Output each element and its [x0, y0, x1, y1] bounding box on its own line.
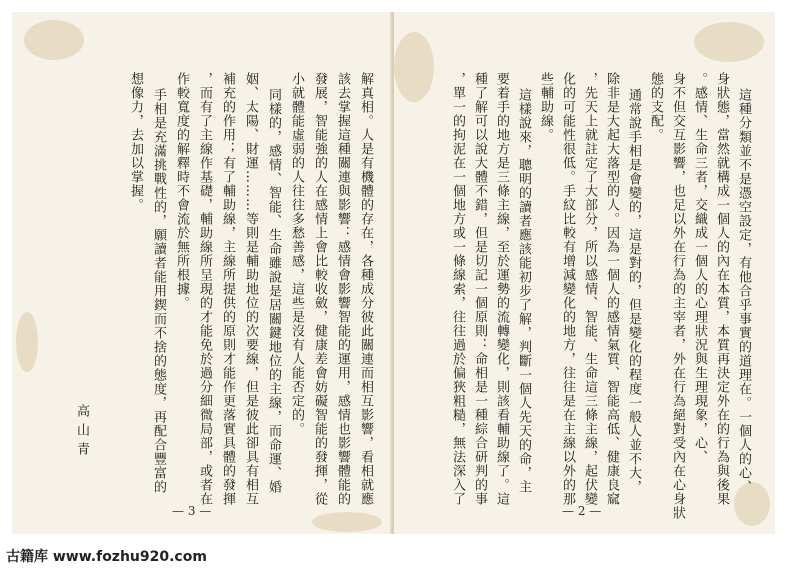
text-column: ，而有了主線作基礎，輔助線所呈現的才能免於過分細微局部，或者在: [197, 72, 212, 506]
stain: [694, 22, 764, 62]
page-number: — 2 —: [562, 504, 602, 518]
text-column: 小就體能虛弱的人往往多愁善感，這些是沒有人能否定的。: [289, 72, 304, 436]
text-column: 除非是大起大落型的人。因為一個人的感情氣質、智能高低、健康良窳: [604, 72, 619, 506]
text-column: 態的支配。: [648, 72, 663, 142]
text-column: 。感情、生命三者，交織成一個人的心理狀況與生理現象，心、: [692, 72, 707, 464]
text-column: 化的可能性很低。手紋比較有增減變化的地方，往往是在主線以外的那: [560, 72, 575, 506]
author-name: 高山青: [74, 404, 89, 461]
text-column: 通常說手相是會變的，這是對的，但是變化的程度一般人並不大，: [626, 88, 641, 494]
text-column: 要着手的地方是三條主線，至於運勢的流轉變化，則該看輔助線了。這: [494, 72, 509, 506]
text-column: 這樣說來，聰明的讀者應該能初步了解，判斷一個人先天的命，主: [516, 88, 531, 494]
text-column: 些輔助線。: [538, 72, 553, 142]
text-column: 同樣的，感情、智能、生命雖說是居關鍵地位的主線，而命運、婚: [266, 88, 281, 494]
text-column: 該去掌握這種關連與影響：感情會影響智能的運用，感情也影響體能的: [335, 72, 350, 506]
text-column: 這種分類並不是憑空設定，有他合乎事實的道理在。一個人的心、: [736, 88, 751, 494]
text-column: 身不但交互影響，也足以外在行為的主宰者，外在行為絕對受內在心身狀: [670, 72, 685, 520]
text-column: ，單一的拘泥在一個地方或一條線索，往往過於偏狹粗糙，無法深入了: [450, 72, 465, 506]
text-column: ，先天上就註定了大部分，所以感情、智能、生命這三條主線，起伏變: [582, 72, 597, 506]
text-column: 種了解可以說大體不錯，但是切記一個原則：命相是一種綜合研判的事: [472, 72, 487, 506]
text-column: 手相是充滿挑戰性的，願讀者能用鍥而不捨的態度，再配合豐富的: [151, 88, 166, 494]
book-spread: [12, 12, 775, 534]
page-number: — 3 —: [172, 504, 212, 518]
stain: [16, 312, 38, 372]
stain: [394, 32, 434, 102]
site-watermark: 古籍库 www.fozhu920.com: [6, 549, 207, 565]
text-column: 解真相。人是有機體的存在，各種成分彼此關連而相互影響，看相就應: [358, 72, 373, 506]
text-column: 想像力，去加以掌握。: [128, 72, 143, 212]
text-column: 作較寬度的解釋時不會流於無所根據。: [174, 72, 189, 310]
stain: [24, 20, 84, 60]
text-column: 姻、太陽、財運………等則是輔助地位的次要線，但是彼此卻具有相互: [243, 72, 258, 506]
text-column: 身狀態，當然就構成一個人的內在本質，本質再決定外在的行為與後果: [714, 72, 729, 506]
right-page: [394, 12, 775, 534]
stain: [312, 512, 382, 532]
text-column: 發展，智能強的人在感情上會比較收斂，健康差會妨礙智能的發揮，從: [312, 72, 327, 506]
text-column: 補充的作用；有了輔助線，主線所提供的原則才能作更落實具體的發揮: [220, 72, 235, 506]
left-page: [12, 12, 393, 534]
